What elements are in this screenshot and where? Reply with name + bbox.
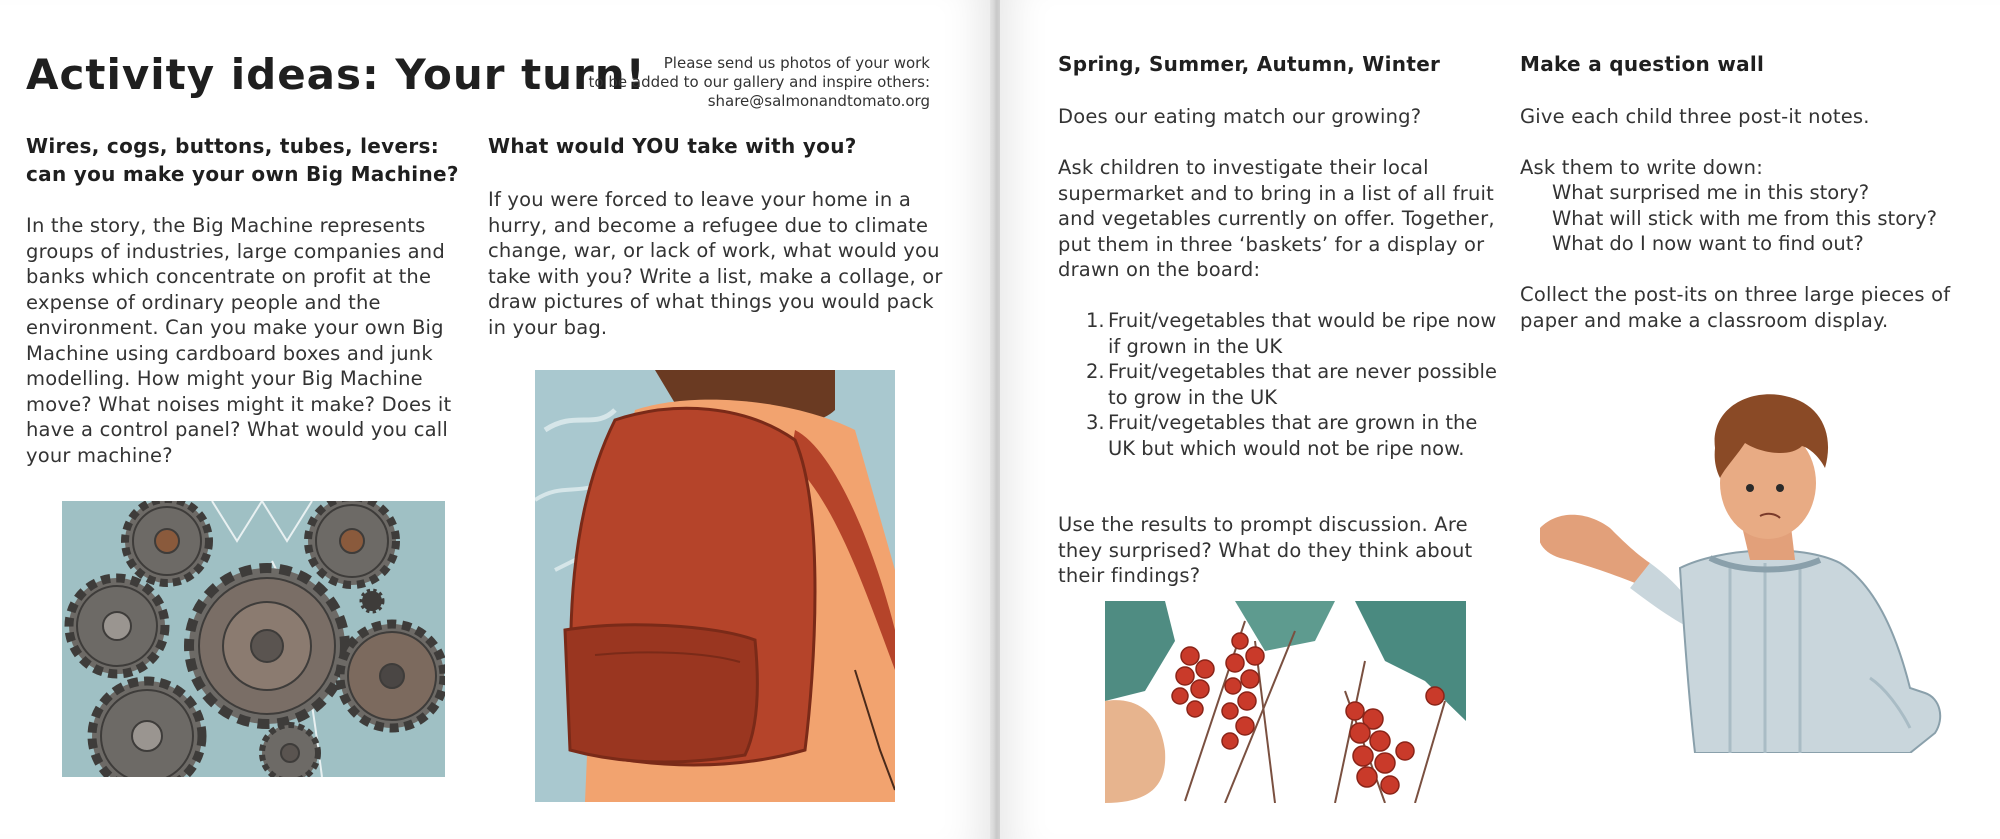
list-text: Fruit/vegetables that would be ripe now if grown in the UK xyxy=(1108,309,1497,358)
baskets-list-item xyxy=(1058,359,1498,410)
take-with-you-heading: What would YOU take with you? xyxy=(488,134,857,158)
backpack-illustration xyxy=(535,370,895,802)
seasons-intro: Does our eating match our growing? xyxy=(1058,105,1422,128)
left-page xyxy=(0,0,990,839)
cogs-illustration xyxy=(62,501,445,777)
big-machine-body: In the story, the Big Machine represents groups of industries, large companies and banks which concentrate on profit at the expense of ordinary people and the environment. Can you make your own Big Machine using cardboard boxes and junk modelling. How might your Big Machine move? What noises might it make? Does it have a control panel? What would you call your machine? xyxy=(26,214,452,467)
gallery-note-line: Please send us photos of your work xyxy=(663,54,930,72)
take-with-you-body: If you were forced to leave your home in a hurry, and become a refugee due to climate change, war, or lack of work, what would you take with you? Write a list, make a collage, or draw pictures of what things you would pack in your bag. xyxy=(488,188,943,339)
gallery-note-email: share@salmonandtomato.org xyxy=(707,92,930,110)
question-item: What surprised me in this story? xyxy=(1552,181,1870,204)
question-item: What do I now want to find out? xyxy=(1552,232,1864,255)
list-number: 1. xyxy=(1086,309,1105,332)
tomato-plant-illustration xyxy=(1105,601,1466,803)
baskets-list xyxy=(1058,308,1498,461)
question-list xyxy=(1520,180,1990,257)
question-wall-closing: Collect the post-its on three large pieces of paper and make a classroom display. xyxy=(1520,283,1951,332)
question-wall-lead: Ask them to write down: xyxy=(1520,156,1763,179)
list-number: 3. xyxy=(1086,411,1105,434)
seasons-closing: Use the results to prompt discussion. Are they surprised? What do they think about their findings? xyxy=(1058,513,1473,587)
page-title: Activity ideas: Your turn! xyxy=(26,50,646,99)
baskets-list-item xyxy=(1058,308,1498,359)
question-wall-heading: Make a question wall xyxy=(1520,52,1765,76)
list-number: 2. xyxy=(1086,360,1105,383)
question-item: What will stick with me from this story? xyxy=(1552,206,1938,230)
seasons-body: Ask children to investigate their local supermarket and to bring in a list of all fruit and vegetables currently on offer. Together, put them in three ‘baskets’ for a display or drawn on the board: xyxy=(1058,156,1495,281)
list-text: Fruit/vegetables that are never possible to grow in the UK xyxy=(1108,360,1497,409)
right-page xyxy=(1000,0,2000,839)
gallery-note xyxy=(510,54,930,111)
gallery-note-line: to be added to our gallery and inspire others: xyxy=(588,73,930,91)
baskets-list-item xyxy=(1058,410,1498,461)
list-text: Fruit/vegetables that are grown in the UK but which would not be ripe now. xyxy=(1108,411,1478,460)
seasons-heading: Spring, Summer, Autumn, Winter xyxy=(1058,52,1441,76)
big-machine-heading: Wires, cogs, buttons, tubes, levers: can you make your own Big Machine? xyxy=(26,134,459,186)
child-illustration xyxy=(1540,388,1955,753)
question-wall-intro: Give each child three post-it notes. xyxy=(1520,105,1870,128)
